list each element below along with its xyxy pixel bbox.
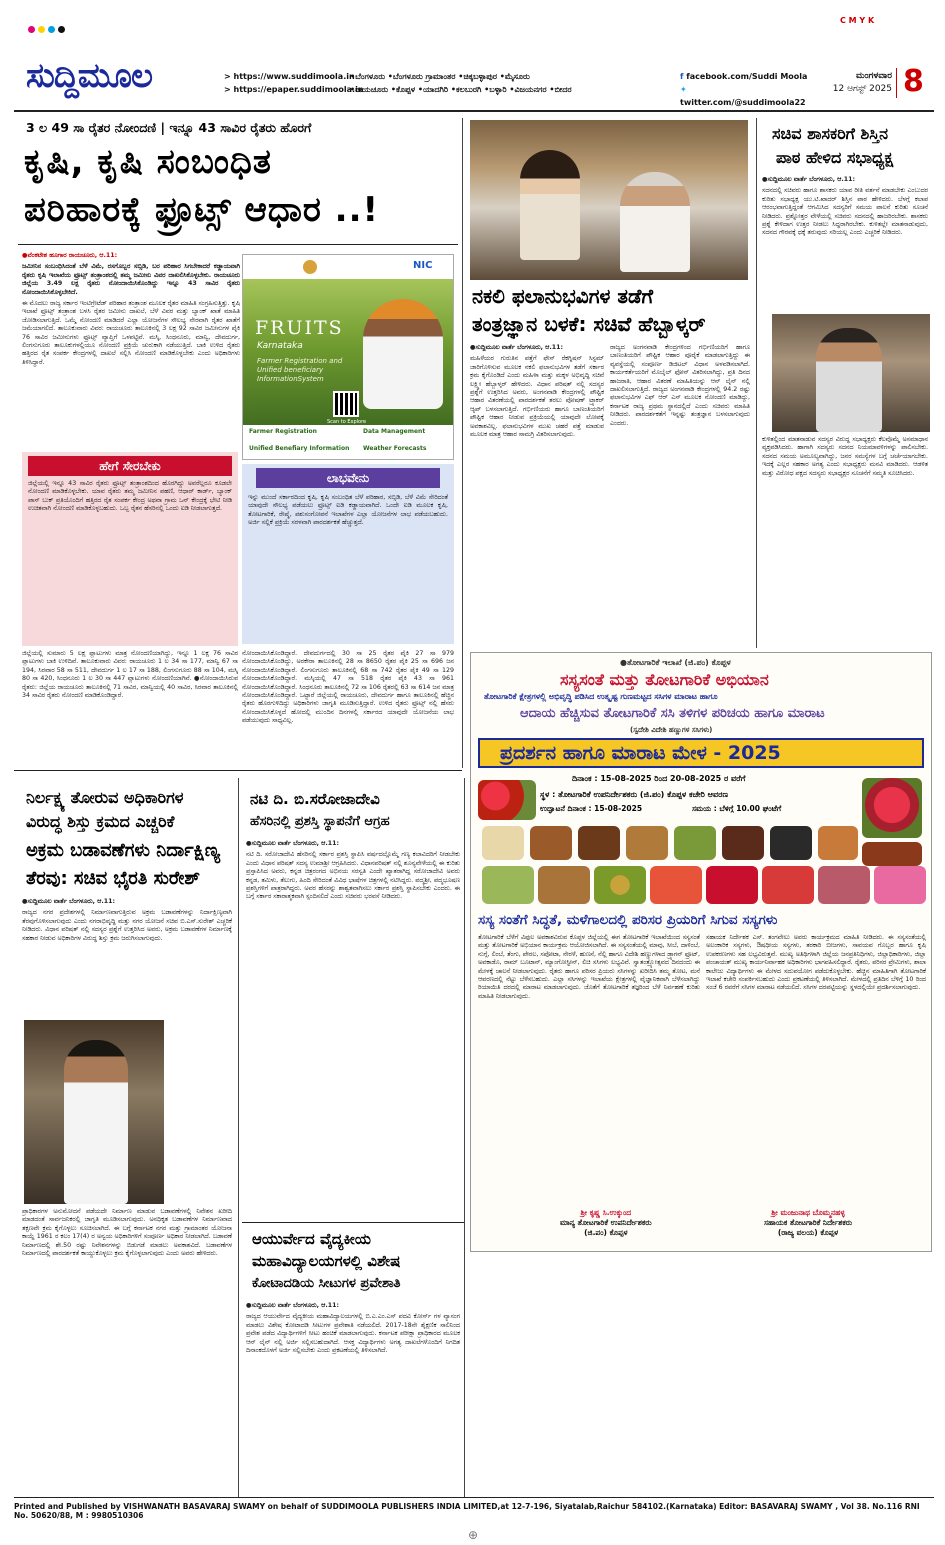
mela-body-left: ತೋಟಗಾರಿಕೆ ಬೆಳೆಗೆ ವಿಫುಲ ಅವಕಾಶವಿರುವ ಕೊಪ್ಪಳ ಜಿಲ್ಲೆಯಲ್ಲಿ ಈಗ ತೋಟಗಾರಿಕೆ ಇಲಾಖೆಯಿಂದ ಸಸ್ಯಸಂತೆ ಮತ್ತು ತೋಟಗಾರಿಕೆ ಅಭಿಯಾನ ಕಾರ್ಯಕ್ರಮ ಆಯೋಜಿಸಲಾಗಿದೆ. ಈ ಸಸ್ಯಸಂತೆಯಲ್ಲಿ ಮಾವು, ಸೀಬೆ, ದಾಳಿಂಬೆ, ನುಗ್ಗೆ, ಲಿಂಬೆ, ತೆಂಗು, ಪೇರಲ, ಸಪೋಟಾ, ನೇರಳೆ, ಹುಣಸೆ, ನೆಲ್ಲಿ ಹಾಗೂ ವಿದೇಶಿ ಹಣ್ಣುಗಳಾದ ಡ್ರ್ಯಾಗನ್ ಫ್ರೂಟ್, ಅವಕಾಡೊ, ರಾಮ್ ಬೂಟಾನ್, ಮ್ಯಾಂಗೋಸ್ಟೀನ್, ಲಿಚಿ ಸಸಿಗಳು ಲಭ್ಯವಿವೆ. ಸ್ವಾತಂತ್ರ್ಯೋತ್ಸವದ ದಿನದಂದು ಈ ಮೇಳಕ್ಕೆ ಚಾಲನೆ ನೀಡಲಾಗುವುದು. ರೈತರು ಹಾಗೂ ಪರಿಸರ ಪ್ರಿಯರು ಸಸಿಗಳನ್ನು ಖರೀದಿಸಿ ತಮ್ಮ ತೋಟ, ಮನೆ ಆವರಣದಲ್ಲಿ ನೆಟ್ಟು ಬೆಳೆಸಬಹುದು. ಎಲ್ಲಾ ಸಸಿಗಳನ್ನು ಇಲಾಖೆಯ ಕ್ಷೇತ್ರಗಳಲ್ಲಿ ವೈಜ್ಞಾನಿಕವಾಗಿ ಬೆಳೆಸಲಾಗಿದ್ದು ರಿಯಾಯಿತಿ ದರದಲ್ಲಿ ಮಾರಾಟ ಮಾಡಲಾಗುವುದು. ಜೊತೆಗೆ ತೋಟಗಾರಿಕೆ ತಜ್ಞರಿಂದ ಬೆಳೆ ನಿರ್ವಹಣೆ ಕುರಿತು ಮಾಹಿತಿ ನೀಡಲಾಗುವುದು. — [478, 934, 700, 1000]
issue-day: ಮಂಗಳವಾರ — [855, 71, 892, 81]
ayurveda-text: ರಾಜ್ಯದ ಆಯುರ್ವೇದ ವೈದ್ಯಕೀಯ ಮಹಾವಿದ್ಯಾಲಯಗಳಲ್ಲಿ ಬಿ.ಎ.ಎಂ.ಎಸ್ ಪದವಿ ಕೋರ್ಸ್ ಗಳ ವ್ಯಾಸಂಗ ಮಾಡಲು ವಿಶೇಷ ಕೋಟಾದಡಿ ಸೀಟುಗಳ ಪ್ರವೇಶಾತಿ ನಡೆಯಲಿದೆ. 2017-18ನೇ ಶೈಕ್ಷಣಿಕ ಸಾಲಿನಿಂದ ಪ್ರವೇಶ ಪಡೆದ ವಿದ್ಯಾರ್ಥಿಗಳಿಗೆ ಸೀಟು ಹಂಚಿಕೆ ಮಾಡಲಾಗುವುದು. ಕರ್ನಾಟಕ ಪರೀಕ್ಷಾ ಪ್ರಾಧಿಕಾರದ ಮೂಲಕ ಆನ್ ಲೈನ್ ನಲ್ಲಿ ಅರ್ಜಿ ಸಲ್ಲಿಸಬಹುದಾಗಿದೆ. ಆಸಕ್ತ ವಿದ್ಯಾರ್ಥಿಗಳು ಅಗತ್ಯ ದಾಖಲೆಗಳೊಂದಿಗೆ ನಿಗದಿತ ದಿನಾಂಕದೊಳಗೆ ಅರ್ಜಿ ಸಲ್ಲಿಸಬೇಕು ಎಂದು ಪ್ರಕಟಣೆಯಲ್ಲಿ ತಿಳಿಸಲಾಗಿದೆ. — [246, 1313, 460, 1355]
ayurveda-headline-3: ಕೋಟಾದಡಿಯ ಸೀಟುಗಳ ಪ್ರವೇಶಾತಿ — [252, 1276, 401, 1291]
suresh-text: ರಾಜ್ಯದ ನಗರ ಪ್ರದೇಶಗಳಲ್ಲಿ ನಿರ್ಮಾಣವಾಗುತ್ತಿರುವ ಅಕ್ರಮ ಬಡಾವಣೆಗಳನ್ನು ನಿರ್ದಾಕ್ಷಿಣ್ಯವಾಗಿ ತೆರವುಗೊಳಿಸಲಾಗುವುದು ಎಂದು ನಗರಾಭಿವೃದ್ಧಿ ಮತ್ತು ನಗರ ಯೋಜನೆ ಸಚಿವ ಬಿ.ಎಸ್.ಸುರೇಶ್ ಎಚ್ಚರಿಕೆ ನೀಡಿದರು. ವಿಧಾನ ಪರಿಷತ್ ನಲ್ಲಿ ಸದಸ್ಯರ ಪ್ರಶ್ನೆಗೆ ಉತ್ತರಿಸಿದ ಅವರು, ಅಕ್ರಮ ಬಡಾವಣೆಗಳ ನಿರ್ಮಾಣಕ್ಕೆ ಸಹಕಾರ ನೀಡುವ ಅಧಿಕಾರಿಗಳ ವಿರುದ್ಧ ಶಿಸ್ತು ಕ್ರಮ ಜರುಗಿಸಲಾಗುವುದು. — [22, 909, 232, 942]
ayurveda-headline-2: ಮಹಾವಿದ್ಯಾಲಯಗಳಲ್ಲಿ ವಿಶೇಷ — [252, 1252, 401, 1270]
produce-row-2 — [482, 866, 926, 906]
speaker-figure — [620, 172, 690, 272]
produce-pomegranate — [706, 866, 758, 904]
assembly-photo — [470, 120, 748, 280]
mela-sign-left — [560, 1208, 652, 1238]
produce-cinnamon — [530, 826, 572, 860]
produce-seeds — [626, 826, 668, 860]
mela-dept: ●ತೋಟಗಾರಿಕೆ ಇಲಾಖೆ (ಜಿ.ಪಂ) ಕೊಪ್ಪಳ — [620, 658, 731, 667]
cmyk-marker: C M Y K — [840, 16, 875, 25]
sign-left-name: ಶ್ರೀ ಕೃಷ್ಣ ಸಿ.ಉಕ್ಕುಂದ — [580, 1208, 632, 1217]
farmer-figure — [363, 299, 443, 409]
how-to-join-title: ಹೇಗೆ ಸೇರಬೇಕು — [28, 456, 232, 476]
lead-intro-text: ಜಮೀನಿನ ಸಂಬಂಧಿಸಿದಂತೆ ಬೆಳೆ ವಿಮೆ, ರಸಗೊಬ್ಬರ ಸಬ್ಸಿಡಿ, ಬರ ಪರಿಹಾರ ಸಿಗಬೇಕಾದರೆ ಕಡ್ಡಾಯವಾಗಿ ರೈತರು ಕೃಷಿ ಇಲಾಖೆಯ ಫ್ರೂಟ್ಸ್ ತಂತ್ರಾಂಶದಲ್ಲಿ ತಮ್ಮ ಜಮೀನು ವಿವರ ದಾಖಲಿಸಿಕೊಳ್ಳಬೇಕು. ರಾಯಚೂರು ಜಿಲ್ಲೆಯ 3.49 ಲಕ್ಷ ರೈತರು ನೋಂದಾಯಿಸಿಕೊಂಡಿದ್ದು ಇನ್ನೂ 43 ಸಾವಿರ ರೈತರು ನೋಂದಾಯಿಸಿಕೊಳ್ಳಬೇಕಿದೆ. — [22, 263, 240, 296]
speaker-headline-1: ಸಚಿವ ಶಾಸಕರಿಗೆ ಶಿಸ್ತಿನ — [772, 124, 889, 143]
sign-left-place: (ಜಿ.ಪಂ) ಕೊಪ್ಪಳ — [584, 1228, 628, 1237]
produce-nutmeg — [578, 826, 620, 860]
lead-kicker: 3 ಲ 49 ಸಾ ರೈತರ ನೋಂದಣಿ | ಇನ್ನೂ 43 ಸಾವಿರ ರೈತರು ಹೊರಗೆ — [26, 120, 312, 135]
tag-weather: Weather Forecasts — [363, 445, 427, 452]
website-links — [224, 70, 364, 96]
mela-title-1: ಸಸ್ಯಸಂತೆ ಮತ್ತು ತೋಟಗಾರಿಕೆ ಅಭಿಯಾನ — [560, 670, 769, 689]
lead-byline: ●ವೆಂಕಟೇಶ ಹೂಗಾರ ರಾಯಚೂರು, ಆ.11: — [22, 252, 118, 259]
mela-inaug: ಉದ್ಘಾಟನೆ ದಿನಾಂಕ : 15-08-2025 — [540, 804, 643, 813]
govt-logo-icon — [303, 260, 317, 274]
speaker-photo — [772, 314, 930, 432]
benefits-title: ಲಾಭವೇನು — [256, 468, 440, 488]
sign-right-name: ಶ್ರೀ ಮಂಜುನಾಥ ಬೊಮ್ಮನಹಳ್ಳ — [771, 1208, 845, 1217]
social-links — [680, 70, 810, 109]
lead-body-text: ಈ ಮೊದಲು ರಾಜ್ಯ ಸರ್ಕಾರ ಇಂಟಿಗ್ರೇಟೆಡ್ ಪರಿಹಾರ ತಂತ್ರಾಂಶ ಮೂಲಕ ರೈತರ ಮಾಹಿತಿ ಸಂಗ್ರಹಿಸುತ್ತಿತ್ತು. ಕೃಷಿ ಇಲಾಖೆ ಫ್ರೂಟ್ಸ್ ತಂತ್ರಾಂಶ ಬಳಸಿ ರೈತರ ಜಮೀನು ದಾಖಲೆ, ಬೆಳೆ ವಿವರ ಮತ್ತು ಬ್ಯಾಂಕ್ ಖಾತೆ ಮಾಹಿತಿ ಜೋಡಿಸಲಾಗುತ್ತಿದೆ. ಒಮ್ಮೆ ನೋಂದಣಿ ಮಾಡಿದರೆ ಎಲ್ಲಾ ಯೋಜನೆಗಳ ಸೌಲಭ್ಯ ನೇರವಾಗಿ ರೈತರ ಖಾತೆಗೆ ಜಮೆಯಾಗಲಿದೆ. ತಾಲೂಕುವಾರು ವಿವರ: ರಾಯಚೂರು ತಾಲೂಕಿನಲ್ಲಿ 3 ಲಕ್ಷ 92 ಸಾವಿರ ಜಮೀನುಗಳ ಪೈಕಿ 76 ಸಾವಿರ ಜಮೀನುಗಳು ಫ್ರೂಟ್ಸ್ ವ್ಯಾಪ್ತಿಗೆ ಒಳಪಟ್ಟಿವೆ. ಮಸ್ಕಿ, ಸಿಂಧನೂರು, ಮಾನ್ವಿ, ದೇವದುರ್ಗ, ಲಿಂಗಸುಗೂರು ತಾಲೂಕುಗಳಲ್ಲಿಯೂ ನೋಂದಣಿ ಪ್ರಕ್ರಿಯೆ ಚುರುಕಾಗಿ ನಡೆಯುತ್ತಿದೆ. ಬಾಕಿ ಉಳಿದ ರೈತರು ಹತ್ತಿರದ ರೈತ ಸಂಪರ್ಕ ಕೇಂದ್ರಗಳಲ್ಲಿ ದಾಖಲೆ ಸಲ್ಲಿಸಿ ನೋಂದಣಿ ಮಾಡಿಕೊಳ್ಳಬೇಕು ಎಂದು ಅಧಿಕಾರಿಗಳು ತಿಳಿಸಿದ್ದಾರೆ. — [22, 300, 240, 366]
tag-data-management: Data Management — [363, 428, 426, 435]
produce-apples — [478, 780, 536, 820]
mela-title-2: ತೋಟಗಾರಿಕೆ ಕ್ಷೇತ್ರಗಳಲ್ಲಿ ಅಭಿವೃದ್ಧಿ ಪಡಿಸಿದ ಉತ್ಕೃಷ್ಟ ಗುಣಮಟ್ಟದ ಸಸಿಗಳ ಮಾರಾಟ ಹಾಗೂ — [484, 692, 718, 701]
qr-label: Scan to Explore — [327, 419, 367, 425]
produce-dragonfruit — [874, 866, 926, 904]
lead-headline-1: ಕೃಷಿ, ಕೃಷಿ ಸಂಬಂಧಿತ — [24, 142, 272, 182]
produce-cashew — [482, 826, 524, 860]
lead-intro — [22, 252, 240, 448]
sign-right-role: ಸಹಾಯಕ ತೋಟಗಾರಿಕೆ ನಿರ್ದೇಶಕರು — [764, 1218, 853, 1227]
produce-custard-apple — [482, 866, 534, 904]
imprint-line: Printed and Published by VISHWANATH BASAVARAJ SWAMY on behalf of SUDDIMOOLA PUBLISHERS INDIA LIMITED,at 12-7-196, Siyatalab,Raichur 584102.(Karnataka) Editor: BASAVARAJ SWAMY , Vol 38. No.116 RNI No. 50620/88, M : 9980510306 — [14, 1502, 920, 1520]
minister-figure — [520, 150, 580, 260]
sarojadevi-body — [246, 840, 460, 1220]
cities-row-1: •ಬೆಂಗಳೂರು •ಬೆಂಗಳೂರು ಗ್ರಾಮಾಂತರ •ಚಿಕ್ಕಬಳ್ಳಾಪುರ •ಮೈಸೂರು — [350, 72, 530, 81]
suresh-headline-3: ಅಕ್ರಮ ಬಡಾವಣೆಗಳು ನಿರ್ದಾಕ್ಷಿಣ್ಯ — [26, 840, 221, 861]
produce-cardamom — [674, 826, 716, 860]
page-number: 8 — [903, 64, 924, 99]
produce-fig — [818, 866, 870, 904]
mela-sign-right — [764, 1208, 852, 1238]
lead-tail-right: ನೋಂದಾಯಿಸಿಕೊಂಡಿದ್ದಾರೆ. ದೇವದುರ್ಗದಲ್ಲಿ 30 ಸಾ 25 ರೈತರ ಪೈಕಿ 27 ಸಾ 979 ನೋಂದಾಯಿಸಿಕೊಂಡಿದ್ದು, ಅರಕೇರಾ ತಾಲೂಕಿನಲ್ಲಿ 28 ಸಾ 8650 ರೈತರ ಪೈಕಿ 25 ಸಾ 696 ಜನ ನೋಂದಾಯಿಸಿಕೊಂಡಿದ್ದಾರೆ. ಲಿಂಗಸುಗೂರು ತಾಲೂಕಿನಲ್ಲಿ 68 ಸಾ 742 ರೈತರ ಪೈಕಿ 49 ಸಾ 129 ನೋಂದಾಯಿಸಿಕೊಂಡಿದ್ದಾರೆ. ಮಸ್ಕಿಯಲ್ಲಿ 47 ಸಾ 518 ರೈತರ ಪೈಕಿ 43 ಸಾ 961 ನೋಂದಾಯಿಸಿಕೊಂಡಿದ್ದಾರೆ. ಸಿಂಧನೂರು ತಾಲೂಕಿನಲ್ಲಿ 72 ಸಾ 106 ರೈತರಲ್ಲಿ 63 ಸಾ 614 ಜನ ಮಾತ್ರ ನೋಂದಾಯಿಸಿಕೊಂಡಿದ್ದಾರೆ. ಒಟ್ಟಾರೆ ಜಿಲ್ಲೆಯಲ್ಲಿ ರಾಯಚೂರು, ದೇವದುರ್ಗ ಹಾಗೂ ತಾಲೂಕಿನಲ್ಲಿ ಹೆಚ್ಚಿನ ರೈತರು ಹೊರಗುಳಿದಿದ್ದು ಅಧಿಕಾರಿಗಳು ಜಾಗೃತಿ ಮೂಡಿಸುತ್ತಿದ್ದಾರೆ. ಉಳಿದ ರೈತರು ಫ್ರೂಟ್ಸ್ ನಲ್ಲಿ ಹೆಸರು ನೋಂದಾಯಿಸಿಕೊಳ್ಳದೆ ಹೋದಲ್ಲಿ ಮುಂದಿನ ದಿನಗಳಲ್ಲಿ ಸರ್ಕಾರದ ಯಾವುದೇ ಯೋಜನೆಯ ಲಾಭ ಪಡೆಯುವುದು ಸಾಧ್ಯವಿಲ್ಲ. — [242, 650, 454, 725]
fruits-title: FRUITS — [255, 317, 344, 339]
issue-date — [812, 70, 892, 96]
produce-grapefruit — [650, 866, 702, 904]
ayurveda-body — [246, 1302, 460, 1496]
suresh-body-2: ಪ್ರಾಧಿಕಾರಗಳ ಅನುಮೋದನೆ ಪಡೆಯದೇ ನಿರ್ಮಾಣ ಮಾಡುವ ಬಡಾವಣೆಗಳಲ್ಲಿ ನಿವೇಶನ ಖರೀದಿ ಮಾಡದಂತೆ ಸಾರ್ವಜನಿಕರಲ್ಲಿ ಜಾಗೃತಿ ಮೂಡಿಸಲಾಗುವುದು. ಅನಧಿಕೃತ ಬಡಾವಣೆಗಳ ನಿರ್ಮಾಣವಾದ ತಕ್ಷಣವೇ ಕ್ರಮ ಕೈಗೊಳ್ಳಲು ಸೂಚಿಸಲಾಗಿದೆ. ಈ ಬಗ್ಗೆ ಕರ್ನಾಟಕ ನಗರ ಮತ್ತು ಗ್ರಾಮಾಂತರ ಯೋಜನಾ ಕಾಯ್ದೆ 1961 ರ ಕಲಂ 17(4) ರ ಅನ್ವಯ ಅಧಿಕಾರಿಗಳಿಗೆ ಸಂಪೂರ್ಣ ಅಧಿಕಾರ ನೀಡಲಾಗಿದೆ. ಬಡಾವಣೆ ನಿರ್ಮಾಣದಲ್ಲಿ ಶೇ.50 ರಷ್ಟು ನಿವೇಶನಗಳನ್ನು ಬಿಡುಗಡೆ ಮಾಡಲು ಅವಕಾಶವಿದೆ. ಬಡಾವಣೆಗಳ ನಿರ್ಮಾಣದಲ್ಲಿ ಪಾರದರ್ಶಕತೆ ಕಾಯ್ದುಕೊಳ್ಳಲು ಕ್ರಮ ಕೈಗೊಳ್ಳಲಾಗುವುದು ಎಂದು ಅವರು ಹೇಳಿದರು. — [22, 1208, 232, 1258]
how-to-join-body: ಜಿಲ್ಲೆಯಲ್ಲಿ ಇನ್ನೂ 43 ಸಾವಿರ ರೈತರು ಫ್ರೂಟ್ಸ್ ತಂತ್ರಾಂಶದಿಂದ ಹೊರಗಿದ್ದು ಅವರೆಲ್ಲರೂ ಕೂಡಲೇ ನೋಂದಣಿ ಮಾಡಿಕೊಳ್ಳಬೇಕು. ಯಾವ ರೈತರು ತಮ್ಮ ಜಮೀನಿನ ಪಹಣಿ, ಆಧಾರ್ ಕಾರ್ಡ್, ಬ್ಯಾಂಕ್ ಪಾಸ್ ಬುಕ್ ಪ್ರತಿಯೊಂದಿಗೆ ಹತ್ತಿರದ ರೈತ ಸಂಪರ್ಕ ಕೇಂದ್ರ ಅಥವಾ ಗ್ರಾಮ ಒನ್ ಕೇಂದ್ರಕ್ಕೆ ಭೇಟಿ ನೀಡಿ ಉಚಿತವಾಗಿ ನೋಂದಣಿ ಮಾಡಿಕೊಳ್ಳಬಹುದು. ಒಬ್ಬ ರೈತನ ಹೆಸರಿನಲ್ಲಿ ಒಂದು ಐಡಿ ನೀಡಲಾಗುತ್ತದೆ. — [28, 480, 232, 513]
sign-right-place: (ರಾಜ್ಯ ವಲಯ) ಕೊಪ್ಪಳ — [777, 1228, 839, 1237]
link-website[interactable]: > https://www.suddimoola.in — [224, 72, 355, 81]
produce-row-1 — [482, 826, 858, 862]
speaker-text: ಸದನದಲ್ಲಿ ಸಚಿವರು ಹಾಗೂ ಶಾಸಕರು ಯಾವ ರೀತಿ ವರ್ತನೆ ಮಾಡಬೇಕು ಎಂಬುದರ ಕುರಿತು ಸಭಾಧ್ಯಕ್ಷ ಯು.ಟಿ.ಖಾದರ್ ಶಿಸ್ತಿನ ಪಾಠ ಹೇಳಿದರು. ಬೆಳಗ್ಗೆ ಕಲಾಪ ಆರಂಭವಾಗುತ್ತಿದ್ದಂತೆ ಆಗಮಿಸಿದ ಸದಸ್ಯರಿಗೆ ಸಮಯ ಪಾಲನೆ ಕುರಿತು ಸೂಚನೆ ನೀಡಿದರು. ಪ್ರಶ್ನೋತ್ತರ ವೇಳೆಯಲ್ಲಿ ಸಚಿವರು ಸದನದಲ್ಲಿ ಹಾಜರಿರಬೇಕು. ಶಾಸಕರು ಪ್ರಶ್ನೆ ಕೇಳಿದಾಗ ಉತ್ತರ ನೀಡಲು ಸಿದ್ಧರಾಗಿರಬೇಕು. ಕುಳಿತಲ್ಲೇ ಮಾತನಾಡುವುದು, ಸದನದ ಗೌರವಕ್ಕೆ ಧಕ್ಕೆ ತರುವುದು ಸರಿಯಲ್ಲ ಎಂದು ಎಚ್ಚರಿಕೆ ನೀಡಿದರು. — [762, 187, 928, 237]
ayurveda-byline: ●ಸುದ್ದಿಮೂಲ ವಾರ್ತೆ ಬೆಂಗಳೂರು, ಆ.11: — [246, 1302, 340, 1309]
fruits-subtitle: Karnataka — [257, 341, 303, 351]
facebook-icon: f — [680, 72, 687, 81]
nic-logo: NIC — [413, 260, 433, 271]
hebbalkar-body-right: ರಾಜ್ಯದ ಅಂಗನವಾಡಿ ಕೇಂದ್ರಗಳಿಂದ ಗರ್ಭಿಣಿಯರಿಗೆ ಹಾಗೂ ಬಾಣಂತಿಯರಿಗೆ ಪೌಷ್ಟಿಕ ಆಹಾರ ಪೂರೈಕೆ ಮಾಡಲಾಗುತ್ತಿದ್ದು ಈ ವ್ಯವಸ್ಥೆಯಲ್ಲಿ ಸಂಪೂರ್ಣ ಡಿಜಿಟಲ್ ವಿಧಾನ ಅಳವಡಿಸಲಾಗಿದೆ. ಕಾರ್ಯಕರ್ತೆಯರಿಗೆ ಮೊಬೈಲ್ ಫೋನ್ ವಿತರಿಸಲಾಗಿದ್ದು, ಪ್ರತಿ ದಿನದ ಹಾಜರಾತಿ, ಆಹಾರ ವಿತರಣೆ ಮಾಹಿತಿಯನ್ನು ಆನ್ ಲೈನ್ ನಲ್ಲಿ ದಾಖಲಿಸಲಾಗುತ್ತಿದೆ. ರಾಜ್ಯದ ಅಂಗನವಾಡಿ ಕೇಂದ್ರಗಳಲ್ಲಿ 94.2 ರಷ್ಟು ಫಲಾನುಭವಿಗಳ ಎಫ್ ಆರ್ ಎಸ್ ಮೂಲಕ ನೋಂದಣಿ ಮಾಡಿದ್ದು, ಕರ್ನಾಟಕ ರಾಜ್ಯ ಪ್ರಥಮ ಸ್ಥಾನದಲ್ಲಿದೆ ಎಂದು ಸಚಿವರು ಮಾಹಿತಿ ನೀಡಿದರು. ಪಾರದರ್ಶಕತೆಗೆ ಇನ್ನಷ್ಟು ತಂತ್ರಜ್ಞಾನ ಬಳಸಲಾಗುವುದು ಎಂದರು. — [610, 344, 750, 427]
hebbalkar-headline-1: ನಕಲಿ ಫಲಾನುಭವಿಗಳ ತಡೆಗೆ — [472, 284, 654, 308]
produce-star-anise — [862, 842, 922, 866]
facebook-link[interactable]: f facebook.com/Suddi Moola — [680, 72, 808, 81]
sarojadevi-headline-2: ಹೆಸರಿನಲ್ಲಿ ಪ್ರಶಸ್ತಿ ಸ್ಥಾಪನೆಗೆ ಆಗ್ರಹ — [250, 814, 390, 829]
mela-time: ಸಮಯ : ಬೆಳಿಗ್ಗೆ 10.00 ಘಂಟೆಗೆ — [692, 804, 782, 813]
bottom-registration-mark: ⊕ — [468, 1528, 479, 1542]
print-registration-dots — [28, 18, 68, 37]
produce-cloves — [722, 826, 764, 860]
suresh-headline-4: ತೆರವು: ಸಚಿವ ಭೈರತಿ ಸುರೇಶ್ — [26, 868, 201, 889]
cities-row-2: •ರಾಯಚೂರು •ಕೊಪ್ಪಳ •ಯಾದಗಿರಿ •ಕಲಬುರಗಿ •ಬಳ್ಳಾರಿ •ವಿಜಯನಗರ •ಬೀದರ — [350, 85, 572, 94]
lead-headline-2: ಪರಿಹಾರಕ್ಕೆ ಫ್ರೂಟ್ಸ್ ಆಧಾರ ..! — [24, 190, 380, 230]
produce-pods — [818, 826, 858, 860]
mela-venue: ಸ್ಥಳ : ತೋಟಗಾರಿಕೆ ಉಪನಿರ್ದೇಶಕರು (ಜಿ.ಪಂ) ಕೊಪ್ಪಳ ಕಚೇರಿ ಆವರಣ — [540, 790, 729, 799]
twitter-link[interactable]: ✦ twitter.com/@suddimoola22 — [680, 85, 806, 107]
masthead-logo: ಸುದ್ದಿಮೂಲ — [26, 56, 152, 96]
tag-unified-info: Unified Benefiary Information — [249, 445, 350, 452]
mela-title-4: (ಸ್ವದೇಶಿ ವಿದೇಶಿ ಹಣ್ಣುಗಳ ಸಸಿಗಳು) — [630, 726, 713, 734]
benefits-body: ಇನ್ನು ಮುಂದೆ ಸರ್ಕಾರದಿಂದ ಕೃಷಿ, ಕೃಷಿ ಸಂಬಂಧಿತ ಬೆಳೆ ಪರಿಹಾರ, ಸಬ್ಸಿಡಿ, ಬೆಳೆ ವಿಮೆ ಸೇರಿದಂತೆ ಯಾವುದೇ ಸೌಲಭ್ಯ ಪಡೆಯಲು ಫ್ರೂಟ್ಸ್ ಐಡಿ ಕಡ್ಡಾಯವಾಗಿದೆ. ಒಂದೇ ಐಡಿ ಮೂಲಕ ಕೃಷಿ, ತೋಟಗಾರಿಕೆ, ರೇಷ್ಮೆ, ಪಶುಸಂಗೋಪನೆ ಇಲಾಖೆಗಳ ಎಲ್ಲಾ ಯೋಜನೆಗಳ ಲಾಭ ಪಡೆಯಬಹುದು. ಅರ್ಜಿ ಸಲ್ಲಿಕೆ ಪ್ರಕ್ರಿಯೆ ಸರಳವಾಗಿ ಪಾರದರ್ಶಕತೆ ಹೆಚ್ಚುತ್ತದೆ. — [248, 494, 448, 527]
suresh-body — [22, 898, 232, 1016]
lead-tail-left: ಜಿಲ್ಲೆಯಲ್ಲಿ ಸುಮಾರು 5 ಲಕ್ಷ ಪ್ಲಾಟುಗಳು ಮಾತ್ರ ನೋಂದಣಿಯಾಗಿದ್ದು, ಇನ್ನೂ 1 ಲಕ್ಷ 76 ಸಾವಿರ ಪ್ಲಾಟುಗಳು ಬಾಕಿ ಉಳಿದಿವೆ. ತಾಲೂಕುವಾರು ವಿವರ: ರಾಯಚೂರು 1 ಲ 34 ಸಾ 177, ಮಾನ್ವಿ 67 ಸಾ 194, ಸಿರವಾರ 58 ಸಾ 511, ದೇವದುರ್ಗ 1 ಲ 17 ಸಾ 188, ಲಿಂಗಸುಗೂರು 88 ಸಾ 104, ಮಸ್ಕಿ 80 ಸಾ 420, ಸಿಂಧನೂರು 1 ಲ 30 ಸಾ 447 ಪ್ಲಾಟುಗಳು ನೋಂದಣಿಯಾಗಿವೆ. ●ನೋಂದಾಯಿಸಿರುವ ರೈತರು: ಜಿಲ್ಲೆಯ ರಾಯಚೂರು ತಾಲೂಕಿನಲ್ಲಿ 71 ಸಾವಿರ, ಮಾನ್ವಿಯಲ್ಲಿ 40 ಸಾವಿರ, ಸಿರವಾರ ತಾಲೂಕಿನಲ್ಲಿ 34 ಸಾವಿರ ರೈತರು ನೋಂದಣಿ ಮಾಡಿಕೊಂಡಿದ್ದಾರೆ. — [22, 650, 238, 700]
speaker-person-figure — [816, 328, 882, 432]
hebbalkar-byline: ●ಸುದ್ದಿಮೂಲ ವಾರ್ತೆ ಬೆಂಗಳೂರು, ಆ.11: — [470, 344, 564, 351]
mela-dates: ದಿನಾಂಕ : 15-08-2025 ರಿಂದ 20-08-2025 ರ ವರೆಗೆ — [572, 774, 746, 783]
ayurveda-headline-1: ಆಯುರ್ವೇದ ವೈದ್ಯಕೀಯ — [252, 1230, 371, 1248]
fruits-poster — [242, 254, 454, 460]
tag-farmer-registration: Farmer Registration — [249, 428, 317, 435]
sarojadevi-byline: ●ಸುದ್ದಿಮೂಲ ವಾರ್ತೆ ಬೆಂಗಳೂರು, ಆ.11: — [246, 840, 340, 847]
sarojadevi-headline-1: ನಟಿ ದಿ. ಬಿ.ಸರೋಜಾದೇವಿ — [250, 790, 380, 808]
sarojadevi-text: ನಟಿ ದಿ. ಸರೋಜಾದೇವಿ ಹೆಸರಿನಲ್ಲಿ ಸರ್ಕಾರ ಪ್ರಶಸ್ತಿ ಸ್ಥಾಪಿಸಿ ವರ್ಷದಲ್ಲೊಮ್ಮೆ ಗಣ್ಯ ಕಲಾವಿದರಿಗೆ ನೀಡಬೇಕು ಎಂದು ವಿಧಾನ ಪರಿಷತ್ ಸದಸ್ಯ ಉಮಾಶ್ರೀ ಆಗ್ರಹಿಸಿದರು. ವಿಧಾನಪರಿಷತ್ ನಲ್ಲಿ ಶೂನ್ಯವೇಳೆಯಲ್ಲಿ ಈ ಕುರಿತು ಪ್ರಸ್ತಾಪಿಸಿದ ಅವರು, ಕನ್ನಡ ಚಿತ್ರರಂಗದ ಅಭಿನಯ ಸರಸ್ವತಿ ಎಂದೇ ಖ್ಯಾತರಾಗಿದ್ದ ಸರೋಜಾದೇವಿ ಅವರು ಕನ್ನಡ, ತಮಿಳು, ತೆಲುಗು, ಹಿಂದಿ ಸೇರಿದಂತೆ ವಿವಿಧ ಭಾಷೆಗಳ ಚಿತ್ರಗಳಲ್ಲಿ ನಟಿಸಿದ್ದರು. ಪದ್ಮಶ್ರೀ, ಪದ್ಮಭೂಷಣ ಪ್ರಶಸ್ತಿಗಳಿಗೆ ಪಾತ್ರರಾಗಿದ್ದರು. ಅವರ ಹೆಸರನ್ನು ಶಾಶ್ವತವಾಗಿಸಲು ಸರ್ಕಾರ ಪ್ರಶಸ್ತಿ ಸ್ಥಾಪಿಸಬೇಕು ಎಂದರು. ಈ ಬಗ್ಗೆ ಸರ್ಕಾರ ಸಕಾರಾತ್ಮಕವಾಗಿ ಸ್ಪಂದಿಸಲಿದೆ ಎಂದು ಸಚಿವರು ಭರವಸೆ ನೀಡಿದರು. — [246, 851, 460, 901]
produce-avocado — [594, 866, 646, 904]
speaker-headline-2: ಪಾಠ ಹೇಳಿದ ಸಭಾಧ್ಯಕ್ಷ — [776, 148, 894, 167]
produce-sapota — [538, 866, 590, 904]
suresh-headline-1: ನಿರ್ಲಕ್ಷ್ಯ ತೋರುವ ಅಧಿಕಾರಿಗಳ — [26, 788, 184, 807]
suresh-byline: ●ಸುದ್ದಿಮೂಲ ವಾರ್ತೆ ಬೆಂಗಳೂರು, ಆ.11: — [22, 898, 116, 905]
suresh-headline-2: ವಿರುದ್ಧ ಶಿಸ್ತು ಕ್ರಮದ ಎಚ್ಚರಿಕೆ — [26, 812, 175, 831]
city-editions — [350, 70, 670, 96]
mela-title-3: ಆದಾಯ ಹೆಚ್ಚಿಸುವ ತೋಟಗಾರಿಕೆ ಸಸಿ ತಳಿಗಳ ಪರಿಚಯ ಹಾಗೂ ಮಾರಾಟ — [520, 706, 825, 721]
mela-body-right: ಸಹಾಯಕ ನಿರ್ದೇಶಕ ಎಸ್. ತಂಗವೇಲು ಅವರು ಕಾರ್ಯಕ್ರಮದ ಮಾಹಿತಿ ನೀಡಿದರು. ಈ ಸಸ್ಯಸಂತೆಯಲ್ಲಿ ಅಲಂಕಾರಿಕ ಸಸ್ಯಗಳು, ಔಷಧೀಯ ಸಸ್ಯಗಳು, ತರಕಾರಿ ಬೀಜಗಳು, ಸಾವಯವ ಗೊಬ್ಬರ ಹಾಗೂ ಕೃಷಿ ಉಪಕರಣಗಳು ಸಹ ಲಭ್ಯವಿರುತ್ತವೆ. ಮುಖ್ಯ ಅತಿಥಿಗಳಾಗಿ ಜಿಲ್ಲೆಯ ಜನಪ್ರತಿನಿಧಿಗಳು, ಜಿಲ್ಲಾಧಿಕಾರಿಗಳು, ಜಿಲ್ಲಾ ಪಂಚಾಯತ್ ಮುಖ್ಯ ಕಾರ್ಯನಿರ್ವಾಹಕ ಅಧಿಕಾರಿಗಳು ಭಾಗವಹಿಸಲಿದ್ದಾರೆ. ರೈತರು, ಪರಿಸರ ಪ್ರೇಮಿಗಳು, ಶಾಲಾ ಕಾಲೇಜು ವಿದ್ಯಾರ್ಥಿಗಳು ಈ ಮೇಳದ ಸದುಪಯೋಗ ಪಡೆದುಕೊಳ್ಳಬೇಕು. ಹೆಚ್ಚಿನ ಮಾಹಿತಿಗಾಗಿ ತೋಟಗಾರಿಕೆ ಇಲಾಖೆ ಕಚೇರಿ ಸಂಪರ್ಕಿಸಬಹುದು ಎಂದು ಪ್ರಕಟಣೆಯಲ್ಲಿ ತಿಳಿಸಲಾಗಿದೆ. ಮೇಳದಲ್ಲಿ ಪ್ರತಿದಿನ ಬೆಳಿಗ್ಗೆ 10 ರಿಂದ ಸಂಜೆ 6 ರವರೆಗೆ ಸಸಿಗಳ ಮಾರಾಟ ನಡೆಯಲಿದೆ. ಸಸಿಗಳ ದರಪಟ್ಟಿಯನ್ನು ಸ್ಥಳದಲ್ಲಿಯೇ ಪ್ರದರ್ಶಿಸಲಾಗುವುದು. — [706, 934, 926, 992]
hebbalkar-headline-2: ತಂತ್ರಜ್ಞಾನ ಬಳಕೆ: ಸಚಿವೆ ಹೆಬ್ಬಾಳ್ಕರ್ — [472, 312, 706, 336]
speaker-body-2: ಕುಳಿತಲ್ಲಿಂದ ಮಾತನಾಡುವ ಸದಸ್ಯರ ವಿರುದ್ಧ ಸಭಾಧ್ಯಕ್ಷರು ಕೆಲವೊಮ್ಮೆ ಅಸಮಾಧಾನ ವ್ಯಕ್ತಪಡಿಸಿದರು. ಹಾಗಾಗಿ ಸದಸ್ಯರು ಸದನದ ನಿಯಮಾವಳಿಗಳನ್ನು ಪಾಲಿಸಬೇಕು. ಸದನದ ಸಮಯ ಅಮೂಲ್ಯವಾಗಿದ್ದು, ಜನರ ಸಮಸ್ಯೆಗಳ ಬಗ್ಗೆ ಚರ್ಚೆಯಾಗಬೇಕು. ಇದಕ್ಕೆ ಎಲ್ಲರ ಸಹಕಾರ ಅಗತ್ಯ ಎಂದು ಸಭಾಧ್ಯಕ್ಷರು ಮನವಿ ಮಾಡಿದರು. ಆಡಳಿತ ಮತ್ತು ವಿರೋಧ ಪಕ್ಷದ ಸದಸ್ಯರು ಸಭಾಧ್ಯಕ್ಷರ ಸೂಚನೆಗೆ ಸಮ್ಮತಿ ಸೂಚಿಸಿದರು. — [762, 436, 928, 477]
mela-banner-text: ಪ್ರದರ್ಶನ ಹಾಗೂ ಮಾರಾಟ ಮೇಳ - 2025 — [500, 742, 781, 764]
produce-mango — [862, 778, 922, 838]
issue-date-text: 12 ಆಗಸ್ಟ್ 2025 — [832, 84, 892, 94]
hebbalkar-text-left: ಮಹಿಳೆಯರ ಗುರುತಿನ ಪತ್ತೆಗೆ ಫೇಸ್ ರೆಕಗ್ನಿಷನ್ ಸಿಸ್ಟಮ್ ಜಾರಿಗೊಳಿಸುವ ಮೂಲಕ ನಕಲಿ ಫಲಾನುಭವಿಗಳ ತಡೆಗೆ ಸರ್ಕಾರ ಕ್ರಮ ಕೈಗೊಂಡಿದೆ ಎಂದು ಮಹಿಳಾ ಮತ್ತು ಮಕ್ಕಳ ಅಭಿವೃದ್ಧಿ ಸಚಿವೆ ಲಕ್ಷ್ಮೀ ಹೆಬ್ಬಾಳ್ಕರ್ ಹೇಳಿದರು. ವಿಧಾನ ಪರಿಷತ್ ನಲ್ಲಿ ಸದಸ್ಯರ ಪ್ರಶ್ನೆಗೆ ಉತ್ತರಿಸಿದ ಅವರು, ಅಂಗನವಾಡಿ ಕೇಂದ್ರಗಳಲ್ಲಿ ಪೌಷ್ಟಿಕ ಆಹಾರ ವಿತರಣೆಯಲ್ಲಿ ಪಾರದರ್ಶಕತೆ ತರಲು ಪೋಷಣ್ ಟ್ರ್ಯಾಕರ್ ಆ್ಯಪ್ ಬಳಸಲಾಗುತ್ತಿದೆ. ಗರ್ಭಿಣಿಯರು ಹಾಗೂ ಬಾಣಂತಿಯರಿಗೆ ಪೌಷ್ಟಿಕ ಆಹಾರ ನೀಡುವ ಪ್ರಕ್ರಿಯೆಯಲ್ಲಿ ಯಾವುದೇ ಲೋಪಕ್ಕೆ ಅವಕಾಶವಿಲ್ಲ. ಫಲಾನುಭವಿಗಳ ಮುಖ ಚಹರೆ ಪತ್ತೆ ಮಾಡುವ ಮೂಲಕ ಮಾತ್ರ ಆಹಾರ ಸಾಮಗ್ರಿ ವಿತರಿಸಲಾಗುವುದು. — [470, 355, 604, 439]
twitter-icon: ✦ — [680, 85, 687, 94]
speaker-byline: ●ಸುದ್ದಿಮೂಲ ವಾರ್ತೆ ಬೆಂಗಳೂರು, ಆ.11: — [762, 176, 856, 183]
mela-headline: ಸಸ್ಯ ಸಂತೆಗೆ ಸಿದ್ಧತೆ, ಮಳೆಗಾಲದಲ್ಲಿ ಪರಿಸರ ಪ್ರಿಯರಿಗೆ ಸಿಗುವ ಸಸ್ಯಗಳು — [478, 912, 778, 928]
suresh-photo — [24, 1020, 164, 1204]
suresh-person-figure — [64, 1040, 128, 1204]
link-epaper[interactable]: > https://epaper.suddimoola.in — [224, 85, 364, 94]
fruits-tagline: Farmer Registration and Unified beneficiary InformationSystem — [257, 357, 343, 383]
hebbalkar-body-left — [470, 344, 604, 644]
sign-left-role: ಮಾನ್ಯ ತೋಟಗಾರಿಕೆ ಉಪನಿರ್ದೇಶಕರು — [560, 1218, 652, 1227]
produce-rambutan — [762, 866, 814, 904]
produce-pepper — [770, 826, 812, 860]
speaker-body — [762, 176, 928, 310]
qr-code[interactable] — [333, 391, 359, 417]
